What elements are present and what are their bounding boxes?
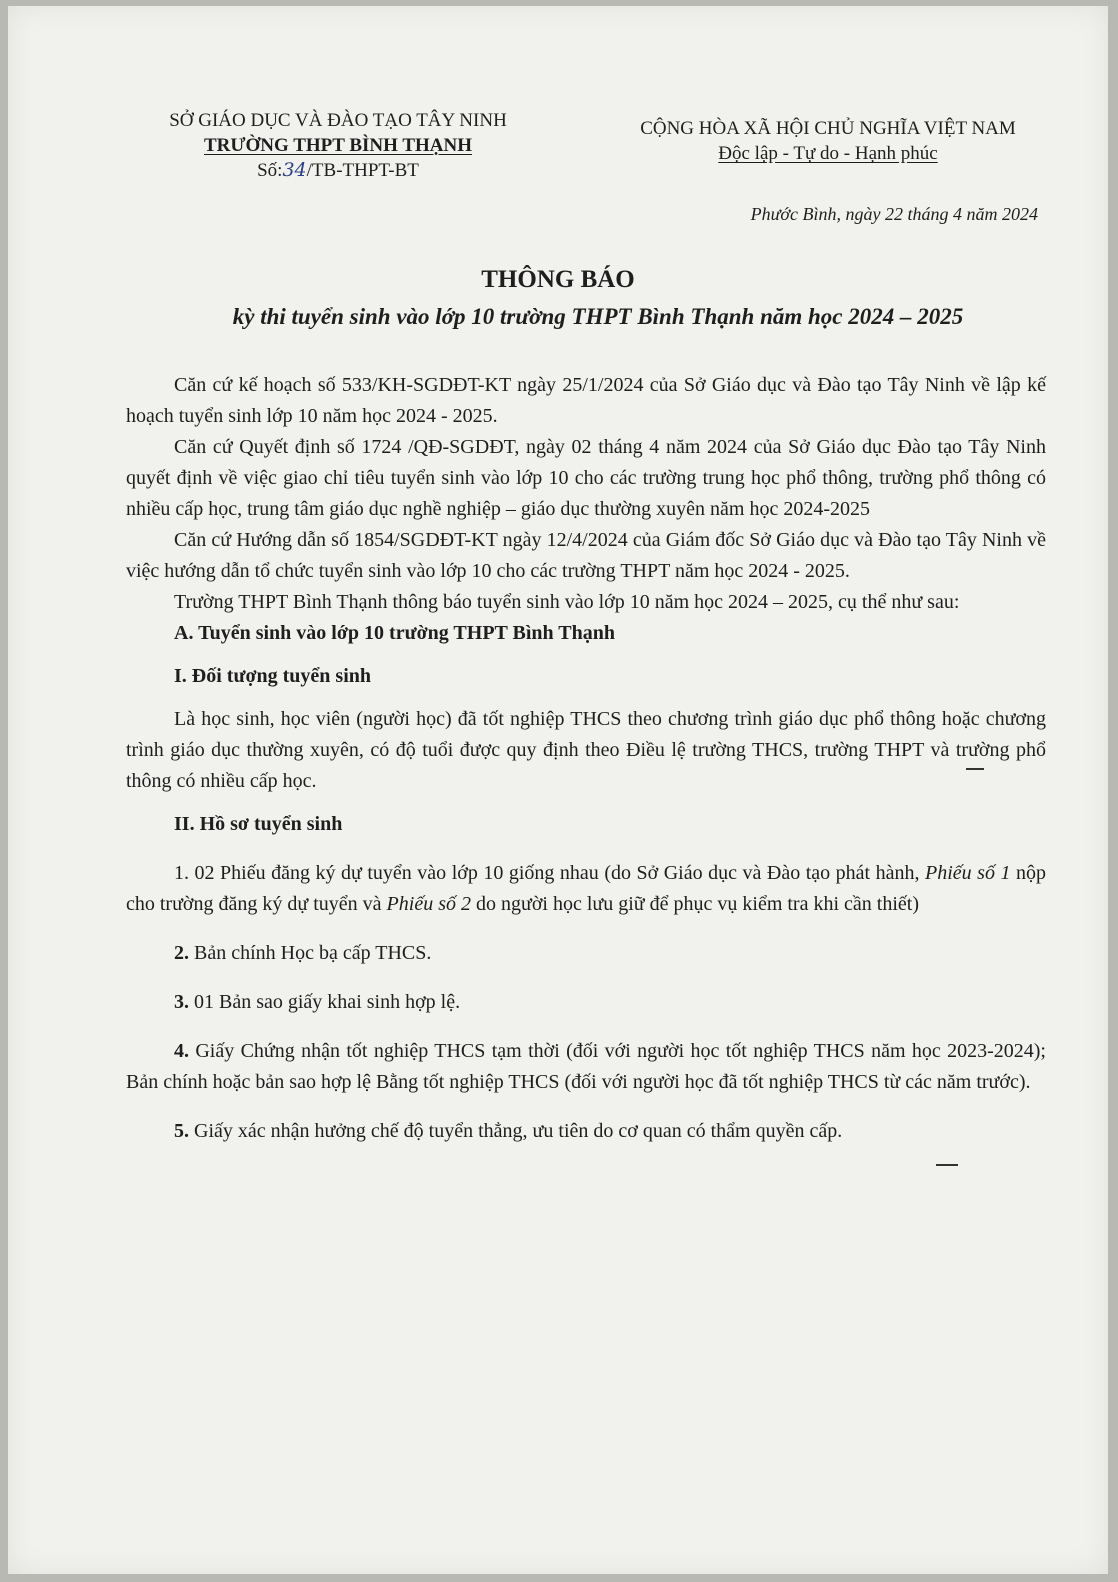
list-item-4 (126, 1036, 1046, 1098)
list-item-2 (126, 938, 1046, 969)
school-name: TRƯỜNG THPT BÌNH THẠNH (204, 135, 472, 156)
issuer-block (128, 108, 548, 183)
list-item-5 (126, 1116, 1046, 1147)
item-1-italic-a: Phiếu số 1 (925, 862, 1011, 884)
section-1-heading: I. Đối tượng tuyển sinh (174, 665, 372, 687)
scan-mark (936, 1164, 958, 1166)
document-subtitle: kỳ thi tuyển sinh vào lớp 10 trường THPT Bình Thạnh năm học 2024 – 2025 (232, 304, 964, 329)
item-1-text-b: nộp cho trường đăng ký dự tuyển và (126, 862, 1046, 915)
item-2-num: 2. (174, 942, 189, 964)
scan-mark (966, 768, 984, 770)
doc-no-handwritten: 34 (282, 159, 307, 181)
department-name: SỞ GIÁO DỤC VÀ ĐÀO TẠO TÂY NINH (169, 110, 507, 131)
paragraph-basis-3: Căn cứ Hướng dẫn số 1854/SGDĐT-KT ngày 12/4/2024 của Giám đốc Sở Giáo dục và Đào tạo Tây Ninh về việc hướng dẫn tổ chức tuyển sinh vào lớp 10 cho các trường THPT năm học 2024 - 2025. (126, 529, 1046, 582)
item-1-italic-b: Phiếu số 2 (386, 893, 471, 915)
paragraph-announcement: Trường THPT Bình Thạnh thông báo tuyển sinh vào lớp 10 năm học 2024 – 2025, cụ thể như sau: (174, 591, 960, 613)
item-3-num: 3. (174, 991, 189, 1013)
country-name: CỘNG HÒA XÃ HỘI CHỦ NGHĨA VIỆT NAM (640, 118, 1016, 139)
document-number (128, 158, 548, 183)
item-2-text: Bản chính Học bạ cấp THCS. (189, 942, 432, 964)
doc-no-prefix: Số: (257, 160, 283, 181)
section-a-heading: A. Tuyển sinh vào lớp 10 trường THPT Bình Thạnh (174, 622, 616, 644)
item-4-text: Giấy Chứng nhận tốt nghiệp THCS tạm thời (đối với người học tốt nghiệp THCS năm học 2023-2024); Bản chính hoặc bản sao hợp lệ Bằng tốt nghiệp THCS (đối với người học đã tốt nghiệp THCS từ các năm trước). (126, 1040, 1046, 1093)
document-page (8, 6, 1108, 1574)
document-title: THÔNG BÁO (481, 266, 635, 293)
paragraph-basis-2: Căn cứ Quyết định số 1724 /QĐ-SGDĐT, ngày 02 tháng 4 năm 2024 của Sở Giáo dục Đào tạo Tây Ninh quyết định về việc giao chỉ tiêu tuyển sinh vào lớp 10 cho các trường trung học phổ thông, trường phổ thông có nhiều cấp học, trung tâm giáo dục nghề nghiệp – giáo dục thường xuyên năm học 2024-2025 (126, 436, 1046, 520)
national-header (600, 116, 1056, 166)
section-2-heading: II. Hồ sơ tuyển sinh (174, 813, 343, 835)
item-5-num: 5. (174, 1120, 189, 1142)
paragraph-basis-1: Căn cứ kế hoạch số 533/KH-SGDĐT-KT ngày 25/1/2024 của Sở Giáo dục và Đào tạo Tây Ninh về lập kế hoạch tuyển sinh lớp 10 năm học 2024 - 2025. (126, 374, 1046, 427)
national-motto: Độc lập - Tự do - Hạnh phúc (718, 143, 938, 164)
doc-no-suffix: /TB-THPT-BT (306, 160, 419, 181)
item-1-text-c: do người học lưu giữ để phục vụ kiểm tra khi cần thiết) (470, 893, 919, 915)
list-item-1 (126, 858, 1046, 920)
item-1-text-a: 02 Phiếu đăng ký dự tuyển vào lớp 10 giống nhau (do Sở Giáo dục và Đào tạo phát hành, (189, 862, 926, 884)
item-5-text: Giấy xác nhận hưởng chế độ tuyển thẳng, ưu tiên do cơ quan có thẩm quyền cấp. (189, 1120, 843, 1142)
item-1-num: 1. (174, 862, 189, 884)
item-3-text: 01 Bản sao giấy khai sinh hợp lệ. (189, 991, 461, 1013)
list-item-3 (126, 987, 1046, 1018)
document-body (126, 370, 1046, 1147)
paragraph-eligibility: Là học sinh, học viên (người học) đã tốt nghiệp THCS theo chương trình giáo dục phổ thông hoặc chương trình giáo dục thường xuyên, có độ tuổi được quy định theo Điều lệ trường THCS, trường THPT và trường phổ thông có nhiều cấp học. (126, 708, 1046, 792)
item-4-num: 4. (174, 1040, 189, 1062)
date-line: Phước Bình, ngày 22 tháng 4 năm 2024 (750, 204, 1038, 224)
